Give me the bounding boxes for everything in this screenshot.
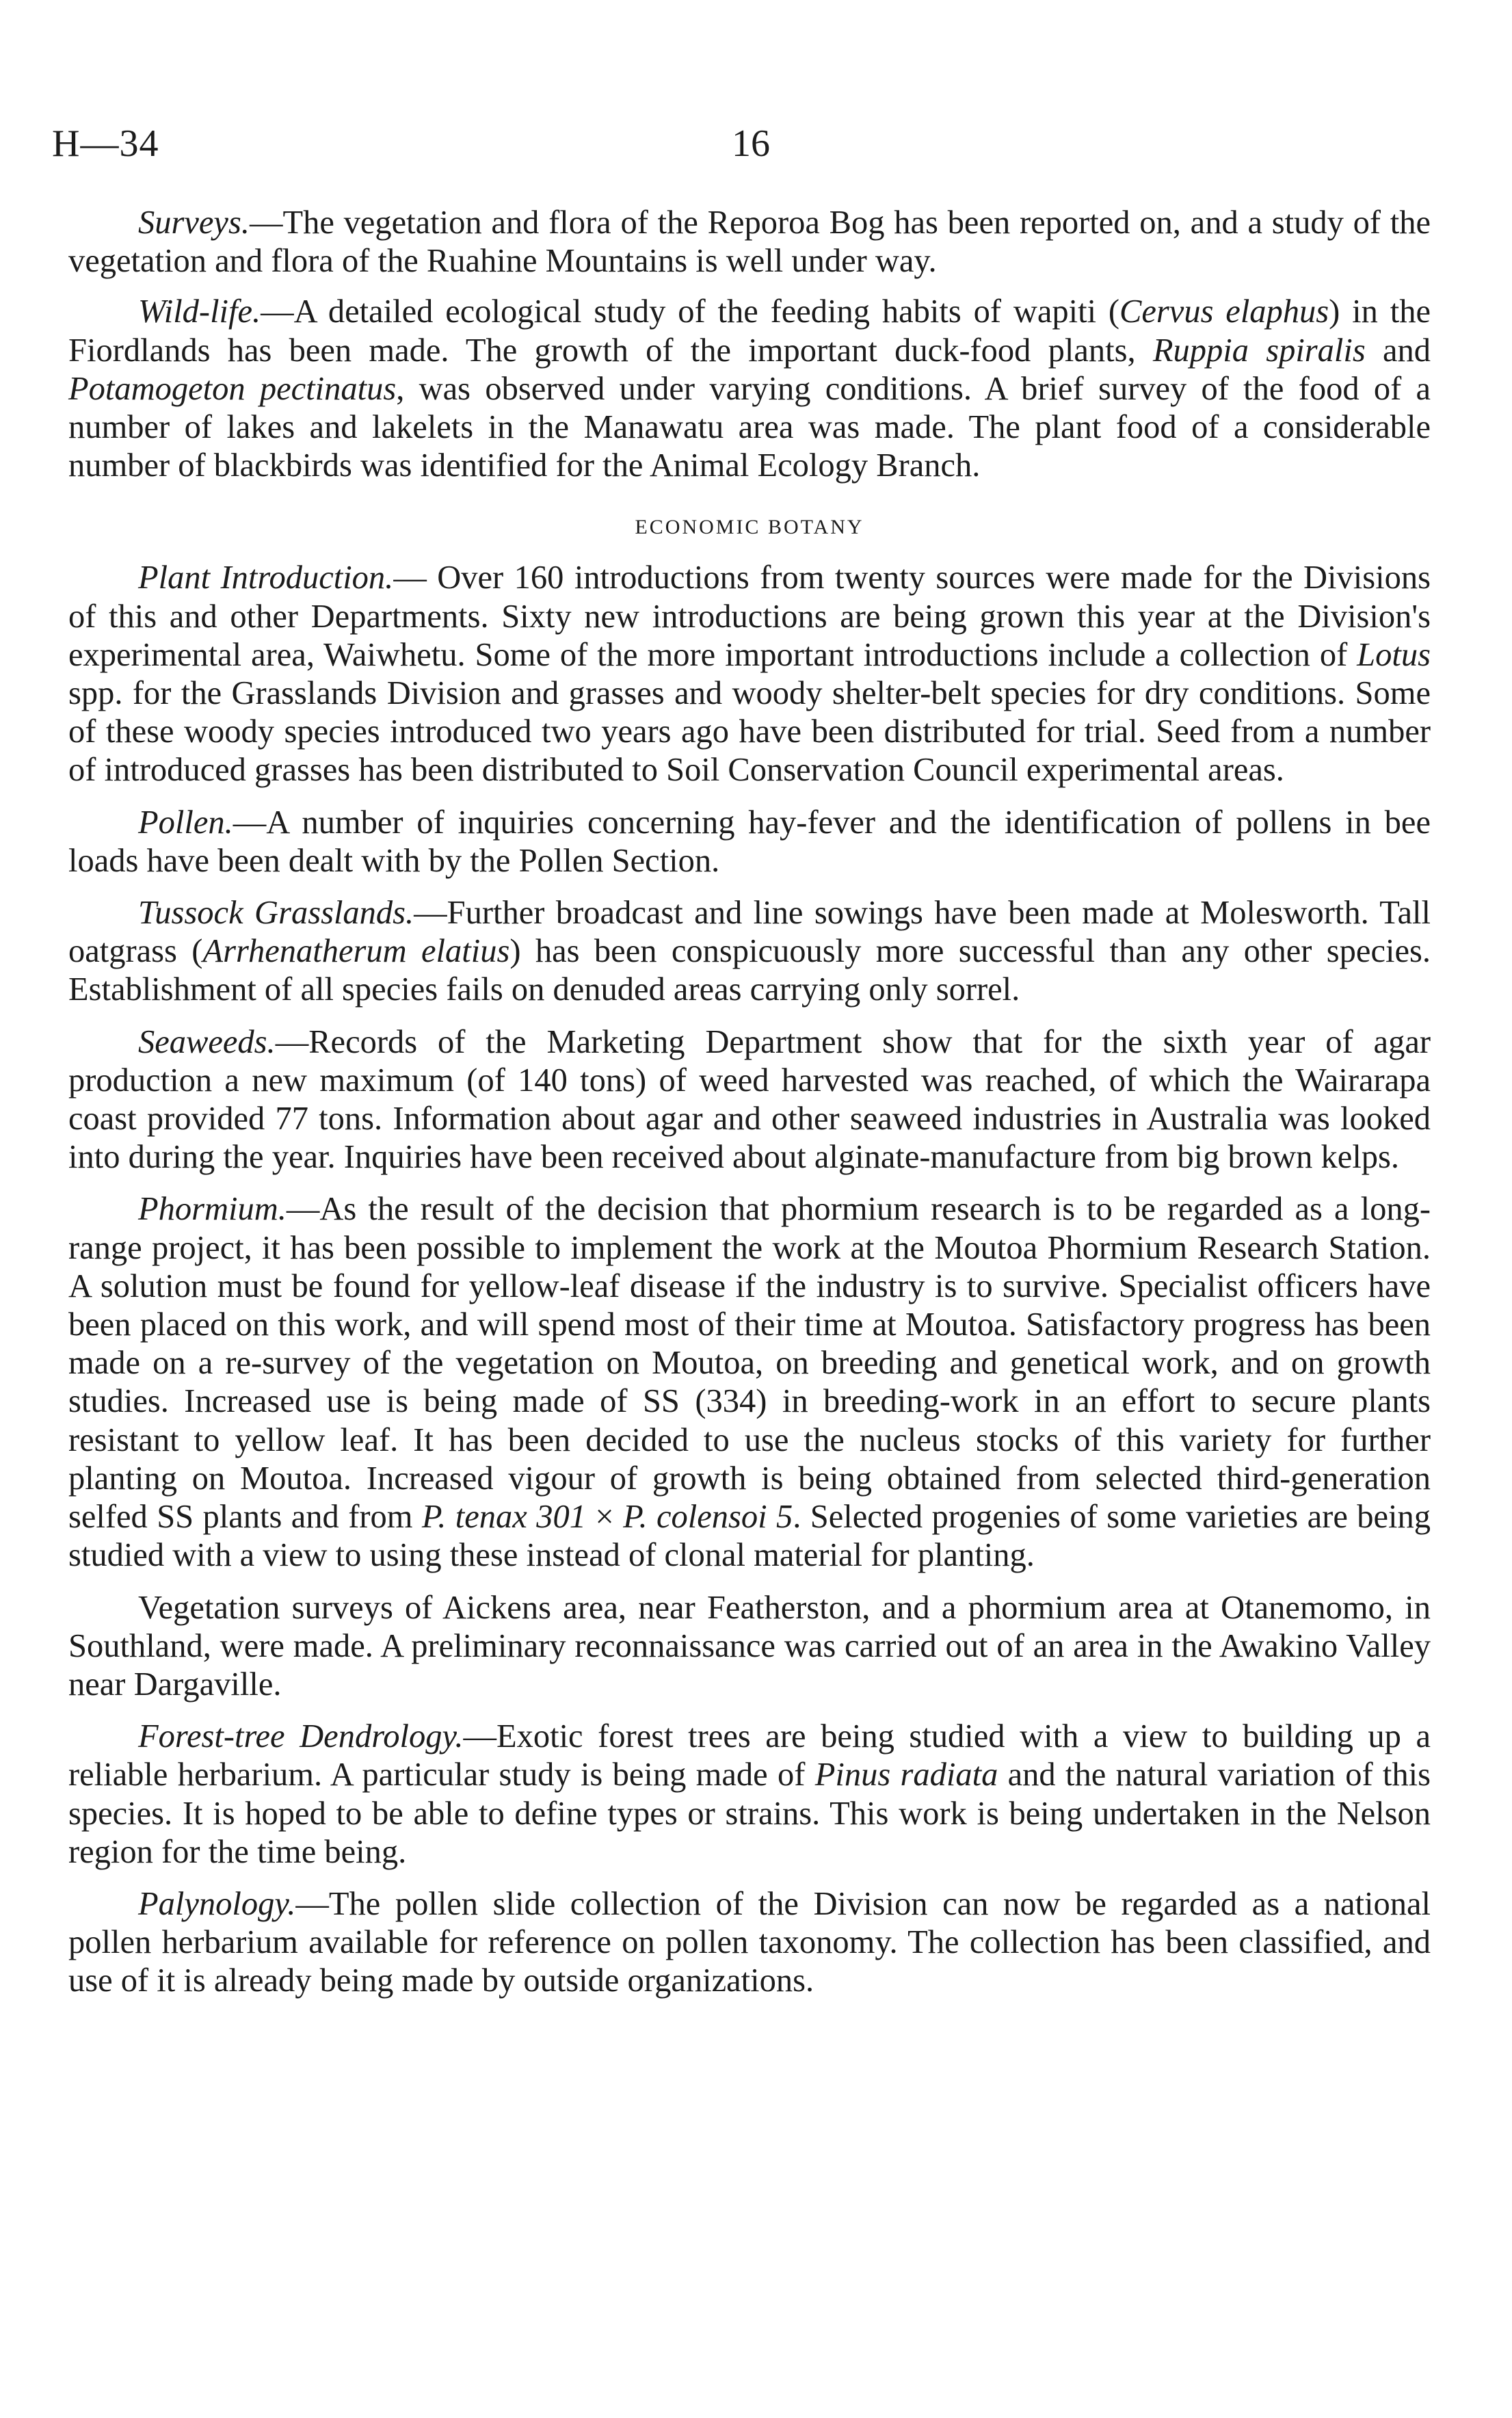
paragraph-label: Phormium.	[138, 1191, 287, 1228]
paragraph-label: Tussock Grasslands.	[138, 895, 414, 932]
species-name: Lotus	[1357, 636, 1431, 673]
paragraph-tussock-grasslands	[68, 894, 1431, 1010]
paragraph-text: —Exotic forest trees are being studied with a view to building up a reliable herbarium. A particular study is being made of	[68, 1718, 1431, 1793]
paragraph-pollen	[68, 804, 1431, 880]
paragraph-text: —As the result of the decision that phormium research is to be regarded as a long-range project, it has been possible to implement the work at the Moutoa Phormium Research Station. A solution must be found for yellow-leaf disease if the industry is to survive. Specialist officers have been placed on this work, and will spend most of their time at Moutoa. Satisfactory progress has been made on a re-survey of the vegetation on Moutoa, on breeding and genetical work, and on growth studies. Increased use is being made of SS (334) in breeding-work in an effort to secure plants resistant to yellow leaf. It has been decided to use the nucleus stocks of this variety for further planting on Moutoa. Increased vigour of growth is being obtained from selected third-generation selfed SS plants and from	[68, 1191, 1431, 1536]
paragraph-seaweeds	[68, 1023, 1431, 1177]
species-name: Ruppia spiralis	[1152, 332, 1366, 369]
paragraph-phormium	[68, 1190, 1431, 1575]
paragraph-text: —Records of the Marketing Department show that for the sixth year of agar production a new maximum (of 140 tons) of weed harvested was reached, of which the Wairarapa coast provided 77 tons. Information about agar and other seaweed industries in Australia was looked into during the year. Inquiries have been received about alginate-manufacture from big brown kelps.	[68, 1023, 1431, 1176]
species-name: Arrhenatherum elatius	[202, 933, 510, 970]
paragraph-label: Plant Introduction.	[138, 560, 394, 596]
paragraph-text: ) has been conspicuously more successful than any other species. Establishment of all species fails on denuded areas carrying only sorrel.	[68, 933, 1431, 1008]
paragraph-text: ×	[585, 1499, 624, 1536]
paragraph-text: —The pollen slide collection of the Division can now be regarded as a national pollen herbarium available for reference on pollen taxonomy. The collection has been classified, and use of it is already being made by outside organizations.	[68, 1885, 1431, 1999]
section-heading: ECONOMIC BOTANY	[635, 516, 864, 539]
paragraph-label: Wild-life.	[138, 293, 261, 330]
paragraph-text: —The vegetation and flora of the Reporoa Bog has been reported on, and a study of the vegetation and flora of the Ruahine Mountains is well under way.	[68, 205, 1431, 280]
paragraph-text: Vegetation surveys of Aickens area, near Featherston, and a phormium area at Otanemomo, in Southland, were made. A preliminary reconnaissance was carried out of an area in the Awakino Valley near Dargaville.	[68, 1589, 1431, 1703]
paragraph-vegetation-surveys	[68, 1589, 1431, 1705]
paragraph-label: Pollen.	[138, 804, 233, 841]
document-reference-code: H—34	[52, 122, 159, 165]
paragraph-label: Seaweeds.	[138, 1023, 276, 1060]
species-name: P. tenax 301	[421, 1499, 586, 1536]
paragraph-label: Surveys.	[138, 205, 250, 241]
page-number: 16	[732, 122, 770, 165]
paragraph-wildlife	[68, 293, 1431, 485]
paragraph-text: —A detailed ecological study of the feeding habits of wapiti (	[261, 293, 1120, 330]
paragraph-text: ) in the Fiordlands has been made. The growth of the important duck-food plants,	[68, 293, 1431, 369]
paragraph-label: Palynology.	[138, 1885, 296, 1922]
paragraph-text: —Further broadcast and line sowings have been made at Molesworth. Tall oatgrass (	[68, 895, 1431, 970]
species-name: P. colensoi 5	[623, 1499, 793, 1536]
paragraph-plant-introduction	[68, 559, 1431, 789]
paragraph-surveys	[68, 204, 1431, 280]
paragraph-text: and	[1365, 332, 1431, 369]
paragraph-text: —A number of inquiries concerning hay-fever and the identification of pollens in bee loads have been dealt with by the Pollen Section.	[68, 804, 1431, 879]
page-body	[68, 204, 1431, 2001]
paragraph-label: Forest-tree Dendrology.	[138, 1718, 464, 1755]
species-name: Potamogeton pectinatus	[68, 370, 397, 407]
species-name: Pinus radiata	[814, 1757, 998, 1793]
paragraph-text: and the natural variation of this species. It is hoped to be able to define types or strains. This work is being undertaken in the Nelson region for the time being.	[68, 1757, 1431, 1870]
paragraph-text: . Selected progenies of some varieties are being studied with a view to using these instead of clonal material for planting.	[68, 1499, 1431, 1574]
paragraph-forest-tree-dendrology	[68, 1718, 1431, 1871]
paragraph-text: , was observed under varying conditions. A brief survey of the food of a number of lakes and lakelets in the Manawatu area was made. The plant food of a considerable number of blackbirds was identified for the Animal Ecology Branch.	[68, 370, 1431, 484]
species-name: Cervus elaphus	[1119, 293, 1329, 330]
page-header	[52, 122, 1427, 176]
paragraph-text: — Over 160 introductions from twenty sources were made for the Divisions of this and other Departments. Sixty new introductions are being grown this year at the Division's experimental area, Waiwhetu. Some of the more important introductions include a collection of	[68, 560, 1431, 673]
paragraph-palynology	[68, 1885, 1431, 2001]
paragraph-text: spp. for the Grasslands Division and grasses and woody shelter-belt species for dry conditions. Some of these woody species introduced two years ago have been distributed for trial. Seed from a number of introduced grasses has been distributed to Soil Conservation Council experimental areas.	[68, 675, 1431, 789]
